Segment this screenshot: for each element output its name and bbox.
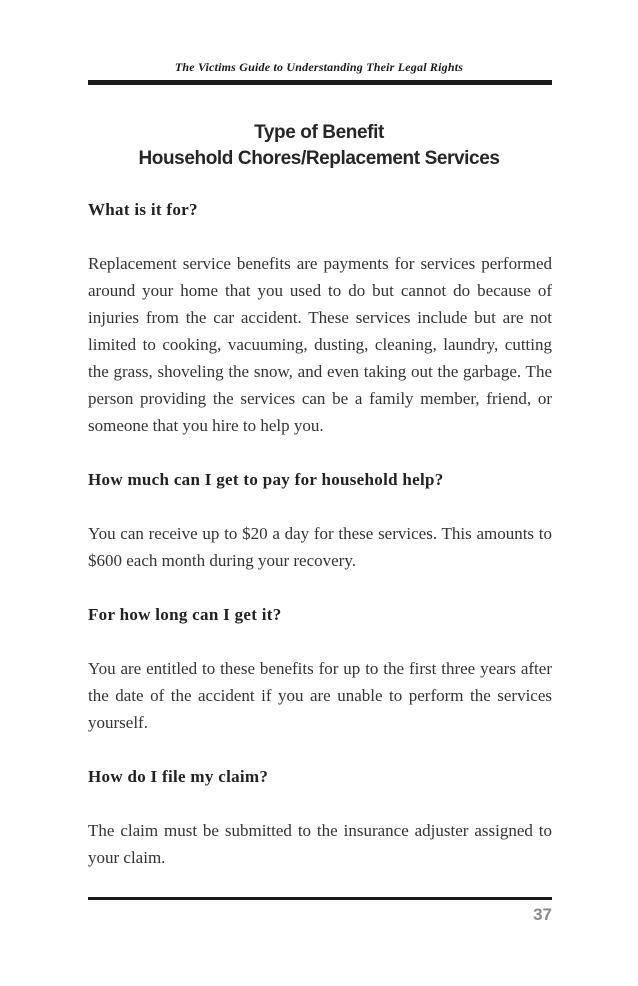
- answer-how-long: You are entitled to these benefits for up to the first three years after the date of the accident if you are unable to perform the services yourself.: [88, 659, 552, 732]
- answer-how-much: You can receive up to $20 a day for these services. This amounts to $600 each month during your recovery.: [88, 524, 552, 570]
- title-line-2: Household Chores/Replacement Services: [138, 148, 500, 169]
- footer-rule: [88, 897, 552, 900]
- question-file-claim: How do I file my claim?: [88, 767, 269, 786]
- question-how-long: For how long can I get it?: [88, 605, 282, 624]
- page-body: [88, 196, 552, 871]
- page-number: 37: [533, 905, 552, 924]
- answer-file-claim: The claim must be submitted to the insurance adjuster assigned to your claim.: [88, 821, 552, 867]
- running-header: The Victims Guide to Understanding Their Legal Rights: [174, 60, 464, 74]
- question-how-much: How much can I get to pay for household help?: [88, 470, 444, 489]
- answer-what-is-it-for: Replacement service benefits are payments for services performed around your home that you used to do but cannot do because of injuries from the car accident. These services include but are not limited to cooking, vacuuming, dusting, cleaning, laundry, cutting the grass, shoveling the snow, and even taking out the garbage. The person providing the services can be a family member, friend, or someone that you hire to help you.: [88, 254, 552, 435]
- question-what-is-it-for: What is it for?: [88, 200, 198, 219]
- section-title: [0, 120, 638, 172]
- title-line-1: Type of Benefit: [254, 122, 384, 143]
- header-rule: [88, 80, 552, 85]
